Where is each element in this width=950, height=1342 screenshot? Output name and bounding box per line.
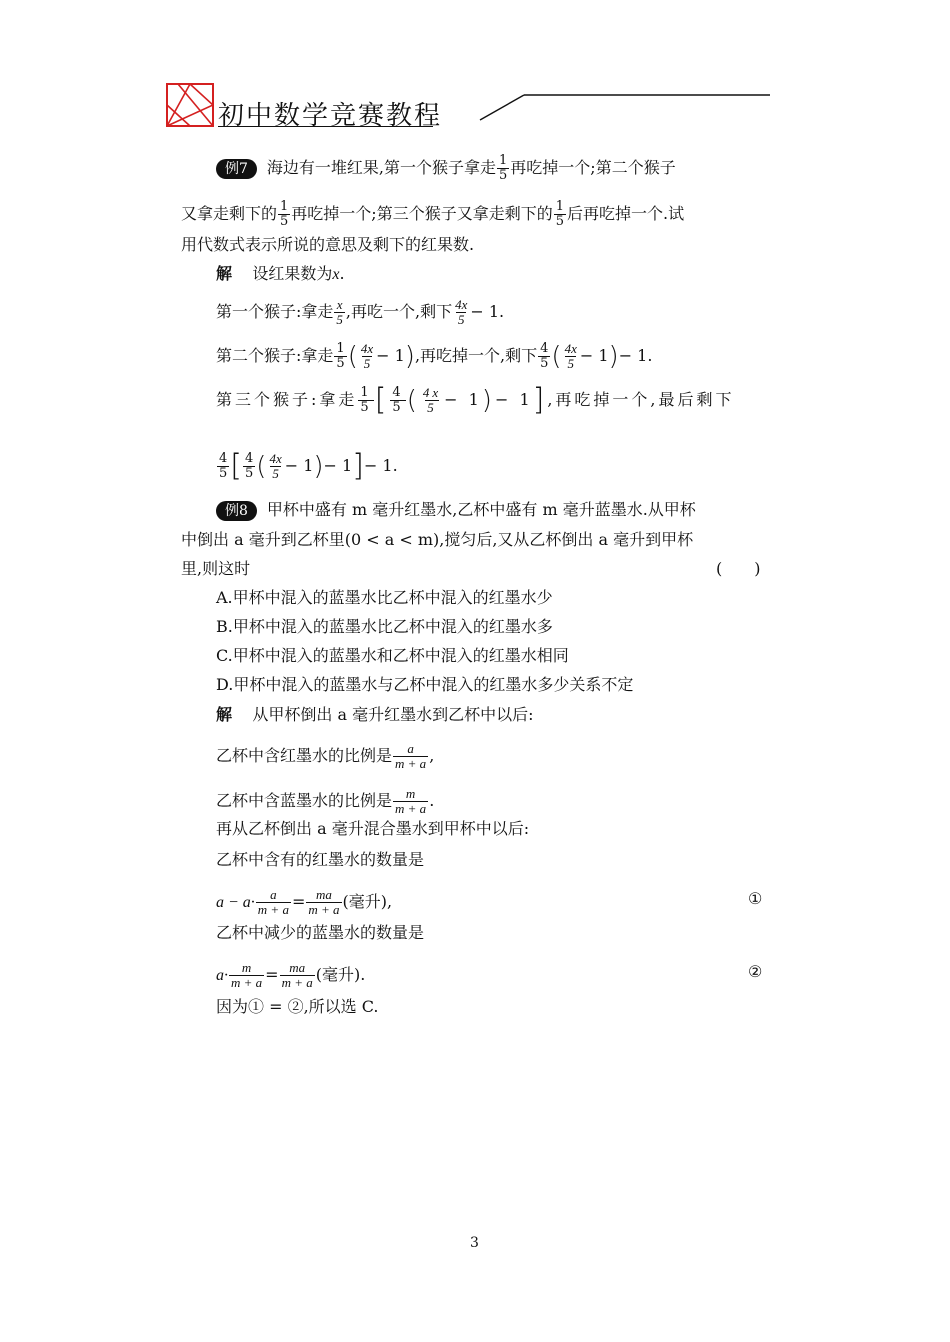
fraction-one-fifth: $\frac{1}{5}$ bbox=[555, 199, 564, 229]
solution8-red-ratio: 乙杯中含红墨水的比例是 $\frac{a}{m + a}$ , bbox=[216, 741, 435, 771]
solution7-monkey3: 第三个猴子:拿走 $\frac{1}{5}$ [ $\frac{4}{5}$ ( $\frac{4x}{5}$ − 1)− 1],再吃掉一个,最后剩下 bbox=[216, 382, 735, 418]
book-logo-icon bbox=[166, 83, 214, 127]
option-c: C.甲杯中混入的蓝墨水和乙杯中混入的红墨水相同 bbox=[216, 646, 569, 665]
solution8-step2: 再从乙杯倒出 a 毫升混合墨水到甲杯中以后: bbox=[216, 819, 530, 838]
solution7-monkey2: 第二个猴子:拿走 $\frac{1}{5}$ ( $\frac{4x}{5}$ − 1),再吃掉一个,剩下 $\frac{4}{5}$ ( $\frac{4x}{5}$ − 1)− 1. bbox=[216, 341, 653, 372]
example8-badge: 例8 bbox=[216, 501, 257, 521]
header-underline bbox=[218, 126, 433, 127]
example7-line3: 用代数式表示所说的意思及剩下的红果数. bbox=[181, 235, 475, 254]
solution8-conclusion: 因为① = ②,所以选 C. bbox=[216, 997, 379, 1016]
example8-line2: 中倒出 a 毫升到乙杯里(0 < a < m),搅匀后,又从乙杯倒出 a 毫升到甲杯 bbox=[181, 530, 694, 549]
equation-1-marker: ① bbox=[748, 889, 763, 908]
solution8-blue-ratio: 乙杯中含蓝墨水的比例是 $\frac{m}{m + a}$ . bbox=[216, 786, 435, 816]
option-a: A.甲杯中混入的蓝墨水比乙杯中混入的红墨水少 bbox=[216, 588, 553, 607]
header-title: 初中数学竞赛教程 bbox=[218, 101, 443, 131]
equation-1: a − a· $\frac{a}{m + a}$ = $\frac{ma}{m + a}$ (毫升), bbox=[216, 887, 393, 917]
option-b: B.甲杯中混入的蓝墨水比乙杯中混入的红墨水多 bbox=[216, 617, 553, 636]
equation-2: a· $\frac{m}{m + a}$ = $\frac{ma}{m + a}$ (毫升). bbox=[216, 960, 366, 990]
equation-2-marker: ② bbox=[748, 962, 763, 981]
solution7-intro: 解 设红果数为x. bbox=[216, 264, 345, 283]
solution8-blue-decrease-label: 乙杯中减少的蓝墨水的数量是 bbox=[216, 923, 425, 942]
header-rule bbox=[478, 92, 770, 122]
solution8-intro: 解 从甲杯倒出 a 毫升红墨水到乙杯中以后: bbox=[216, 705, 534, 724]
fraction-one-fifth: $\frac{1}{5}$ bbox=[499, 153, 508, 183]
example8-line3: 里,则这时 bbox=[181, 559, 251, 578]
answer-blank: ( ) bbox=[716, 559, 761, 578]
example7-badge: 例7 bbox=[216, 159, 257, 179]
solution8-red-amount-label: 乙杯中含有的红墨水的数量是 bbox=[216, 850, 425, 869]
page-number: 3 bbox=[470, 1235, 479, 1251]
example7-line1: 例7 海边有一堆红果,第一个猴子拿走 $\frac{1}{5}$ 再吃掉一个;第二个猴子 bbox=[216, 154, 676, 183]
solution7-result: $\frac{4}{5}$ [ $\frac{4}{5}$ ( $\frac{4x}{5}$ − 1)− 1]− 1. bbox=[219, 448, 398, 484]
fraction-one-fifth: $\frac{1}{5}$ bbox=[280, 199, 289, 229]
example8-line1: 例8 甲杯中盛有 m 毫升红墨水,乙杯中盛有 m 毫升蓝墨水.从甲杯 bbox=[216, 499, 696, 521]
option-d: D.甲杯中混入的蓝墨水与乙杯中混入的红墨水多少关系不定 bbox=[216, 675, 634, 694]
example7-line2: 又拿走剩下的 $\frac{1}{5}$ 再吃掉一个;第三个猴子又拿走剩下的 $\frac{1}{5}$ 后再吃掉一个.试 bbox=[181, 199, 685, 229]
solution7-monkey1: 第一个猴子:拿走 $\frac{x}{5}$ ,再吃一个,剩下 $\frac{4x}{5}$ − 1. bbox=[216, 297, 505, 327]
